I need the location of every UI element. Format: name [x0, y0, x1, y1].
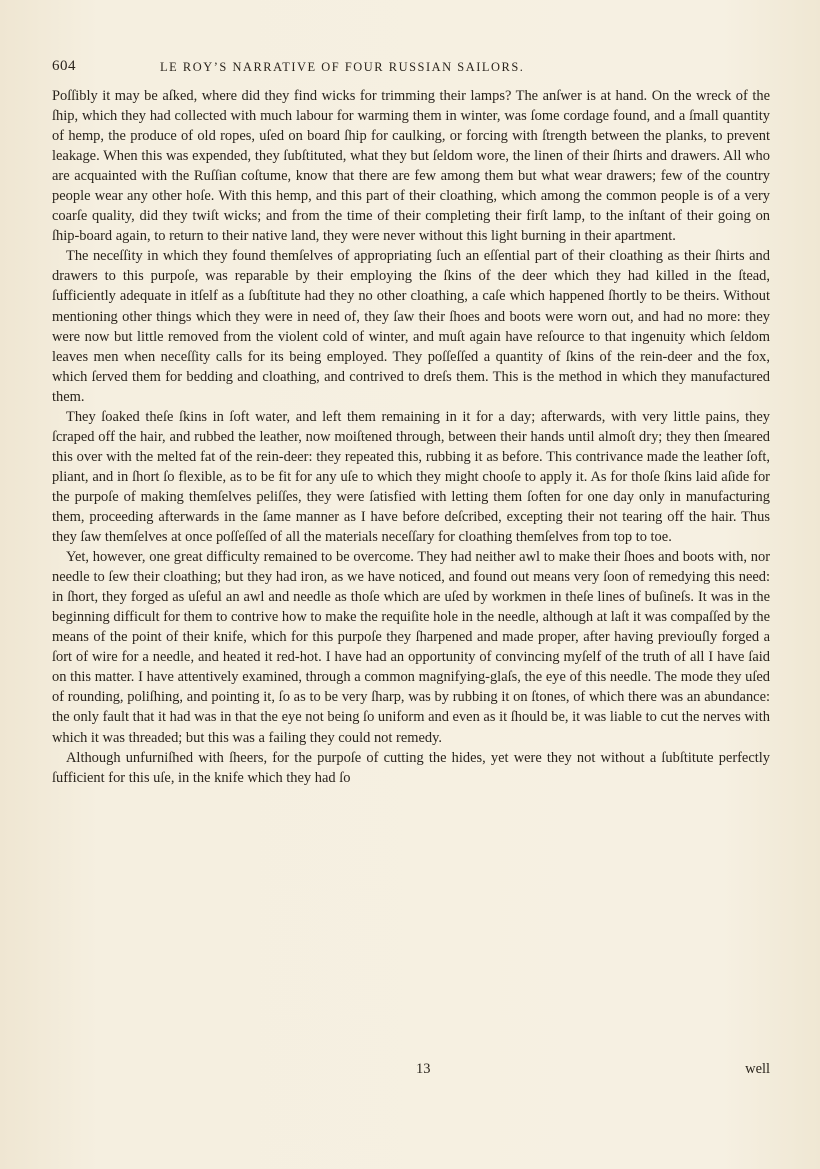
- signature-mark: 13: [416, 1061, 431, 1077]
- paragraph: They ſoaked theſe ſkins in ſoft water, and left them remaining in it for a day; afterwards, with very little pains, they ſcraped off the hair, and rubbed the leather, now moiſtened through, between their hands until almoſt dry; they then ſmeared this over with the melted fat of the rein-deer: they repeated this, rubbing it as before. This contrivance made the leather ſoft, pliant, and in ſhort ſo flexible, as to be fit for any uſe to which they might chooſe to apply it. As for thoſe ſkins laid aſide for the purpoſe of making themſelves peliſſes, they were ſatisfied with letting them ſoften for one day only in manufacturing them, proceeding afterwards in the ſame manner as I have before deſcribed, excepting their not tearing off the hair. Thus they ſaw themſelves at once poſſeſſed of all the materials neceſſary for cloathing themſelves from top to toe.: [52, 408, 770, 546]
- paragraph: The neceſſity in which they found themſelves of appropriating ſuch an eſſential part of their cloathing as their ſhirts and drawers to this purpoſe, was reparable by their employing the ſkins of the deer which they had killed in the ſtead, ſufficiently adequate in itſelf as a ſubſtitute had they no other cloathing, a caſe which happened ſhortly to be theirs. Without mentioning other things which they were in need of, they ſaw their ſhoes and boots were worn out, and had no more: they were now but little removed from the violent cold of winter, and muſt again have reſource to that ingenuity which ſeldom leaves men when neceſſity calls for its being employed. They poſſeſſed a quantity of ſkins of the rein-deer and the fox, which ſerved them for bedding and cloathing, and contrived to dreſs them. This is the method in which they manufactured them.: [52, 248, 770, 405]
- page-number: 604: [52, 58, 76, 74]
- paragraph: Poſſibly it may be aſked, where did they find wicks for trimming their lamps? The anſwer is at hand. On the wreck of the ſhip, which they had collected with much labour for warming them in winter, was ſome cordage found, and a ſmall quantity of hemp, the produce of old ropes, uſed on board ſhip for caulking, or forcing with ſtrength between the planks, to prevent leakage. When this was expended, they ſubſtituted, what they but ſeldom wore, the linen of their ſhirts and drawers. All who are acquainted with the Ruſſian coſtume, know that there are few among them but what wear drawers; few of the country people wear any other hoſe. With this hemp, and this part of their cloathing, which among the common people is of a very coarſe quality, did they twiſt wicks; and from the time of their completing their firſt lamp, to the inſtant of their going on ſhip-board again, to return to their native land, they were never without this light burning in their apartment.: [52, 88, 770, 245]
- paragraph: Yet, however, one great difficulty remained to be overcome. They had neither awl to make their ſhoes and boots with, nor needle to ſew their cloathing; but they had iron, as we have noticed, and found out means very ſoon of remedying this need: in ſhort, they forged as uſeful an awl and needle as thoſe which are uſed by workmen in theſe lines of buſineſs. It was in the beginning difficult for them to contrive how to make the requiſite hole in the needle, although at laſt it was compaſſed by the means of the point of their knife, which for this purpoſe they ſharpened and made proper, after having previouſly forged a ſort of wire for a needle, and heated it red-hot. I have had an opportunity of convincing myſelf of the truth of all I have ſaid on this matter. I have attentively examined, through a common magnifying-glaſs, the eye of this needle. The mode they uſed of rounding, poliſhing, and pointing it, ſo as to be very ſharp, was by rubbing it on ſtones, of which there was an abundance: the only fault that it had was in that the eye not being ſo uniform and even as it ſhould be, it was liable to cut the nerves with which it was threaded; but this was a failing they could not remedy.: [52, 549, 770, 746]
- page-footer: [52, 1061, 770, 1083]
- running-title: LE ROY’S NARRATIVE OF FOUR RUSSIAN SAILORS.: [160, 60, 525, 74]
- running-head: [52, 58, 772, 82]
- body-text: [52, 86, 770, 788]
- catchword: well: [745, 1061, 770, 1077]
- paragraph: Although unfurniſhed with ſheers, for the purpoſe of cutting the hides, yet were they not without a ſubſtitute perfectly ſufficient for this uſe, in the knife which they had ſo: [52, 749, 770, 786]
